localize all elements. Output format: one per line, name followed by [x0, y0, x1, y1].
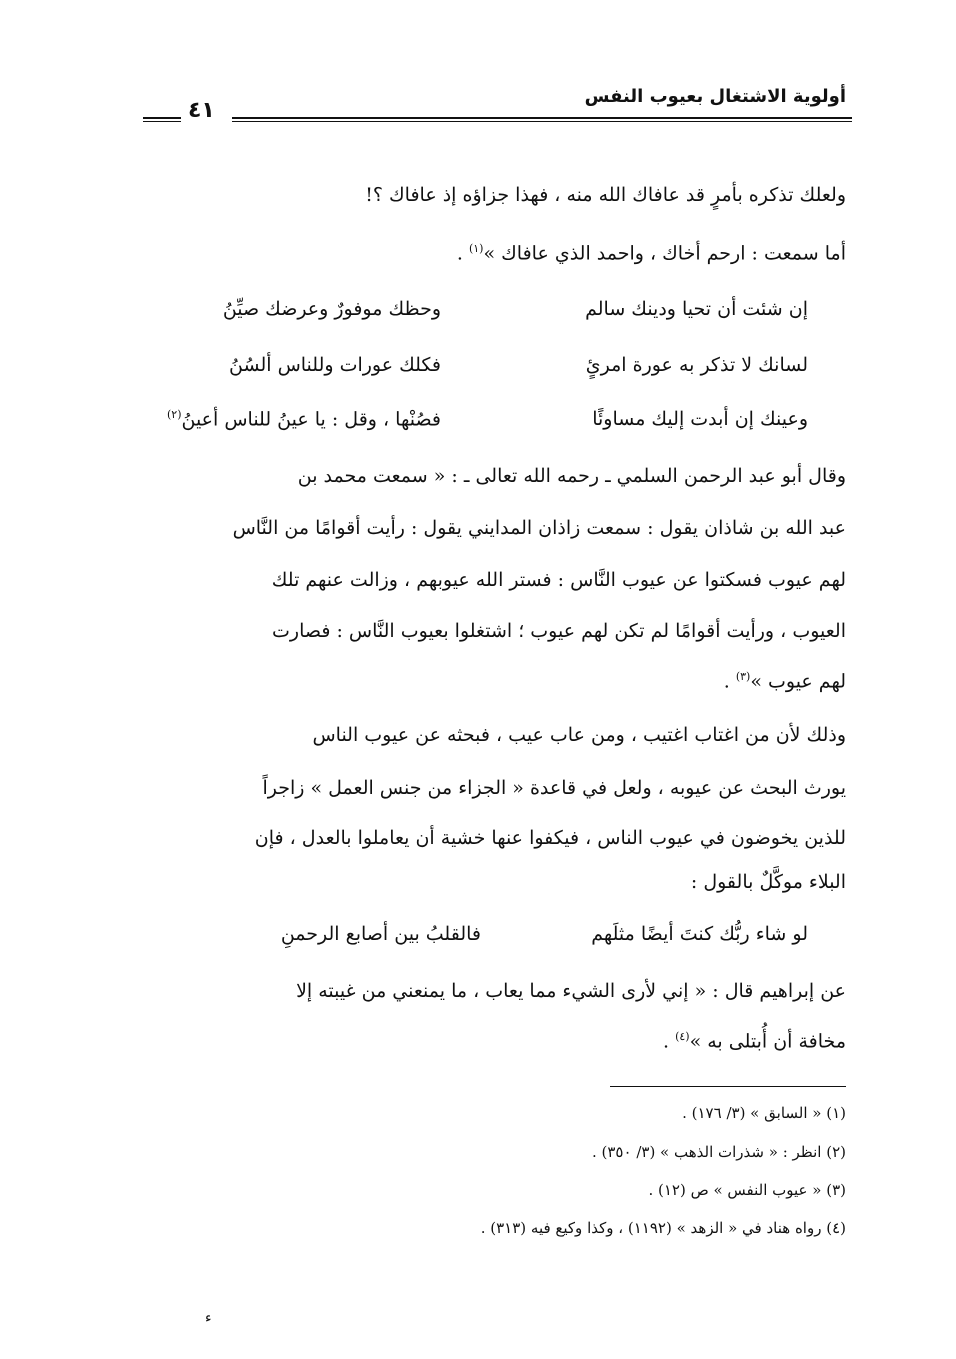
footnote: (٤) رواه هناد في « الزهد » (١١٩٢) ، وكذا وكيع فيه (٣١٣) . [480, 1219, 846, 1237]
page-number: ٤١ [188, 98, 215, 123]
body-line: لهم عيوب فسكتوا عن عيوب النَّاس : فستر الله عيوبهم ، وزالت عنهم تلك [271, 569, 846, 591]
body-line: ولعلك تذكره بأمرٍ قد عافاك الله منه ، فهذا جزاؤه إذ عافاك ؟! [365, 184, 846, 206]
verse-second-hemistich: وحظك موفورٌ وعرضك صيِّنُ [222, 298, 441, 320]
verse-first-hemistich: إن شئت أن تحيا ودينك سالم [585, 298, 808, 320]
footnote: (١) « السابق » (٣/ ١٧٦) . [682, 1104, 846, 1122]
scan-mark: ء [205, 1310, 212, 1326]
body-line: أما سمعت : ارحم أخاك ، واحمد الذي عافاك »$^{(١)}$ . [456, 242, 846, 265]
footnote: (٣) « عيوب النفس » ص (١٢) . [648, 1181, 846, 1199]
running-title: أولوية الاشتغال بعيوب النفس [584, 86, 846, 107]
verse-first-hemistich: لسانك لا تذكر به عورة امرئٍ [585, 354, 808, 376]
body-line: وقال أبو عبد الرحمن السلمي ـ رحمه الله تعالى ـ : « سمعت محمد بن [297, 465, 846, 487]
verse-second-hemistich: فصُنْها ، وقل : يا عينُ للناس أعينُ$^{(٢)}$ [166, 408, 441, 431]
body-line: للذين يخوضون في عيوب الناس ، فيكفوا عنها خشية أن يعاملوا بالعدل ، فإن [254, 827, 846, 849]
verse-second-hemistich: فالقلبُ بين أصابع الرحمنِ [280, 923, 481, 945]
header-rule-short [143, 117, 181, 122]
body-line: عبد الله بن شاذان يقول : سمعت زاذان المدايني يقول : رأيت أقوامًا من النَّاس [232, 517, 846, 539]
body-line: البلاء موكَّلٌ بالقول : [690, 871, 846, 893]
body-line: وذلك لأن من اغتاب اغتيب ، ومن عاب عيب ، فبحثه عن عيوب الناس [312, 724, 846, 746]
body-line: يورث البحث عن عيوبه ، ولعل في قاعدة « الجزاء من جنس العمل » زاجراً [262, 777, 846, 799]
body-line: العيوب ، ورأيت أقوامًا لم تكن لهم عيوب ؛ اشتغلوا بعيوب النَّاس : فصارت [272, 620, 846, 642]
body-line: مخافة أن أُبتلى به »$^{(٤)}$ . [662, 1030, 846, 1053]
body-line: عن إبراهيم قال : « إني لأرى الشيء مما يعاب ، ما يمنعني من غيبته إلا [296, 980, 846, 1002]
footnote-rule [610, 1086, 846, 1087]
verse-first-hemistich: لو شاء ربُّك كنتَ أيضًا مثلَهم [591, 923, 808, 945]
verse-first-hemistich: وعينك إن أبدت إليك مساوئًا [592, 408, 808, 430]
verse-second-hemistich: فكلك عورات وللناس ألسُنُ [229, 354, 441, 376]
header-rule [232, 117, 852, 122]
footnote: (٢) انظر : « شذرات الذهب » (٣/ ٣٥٠) . [591, 1143, 846, 1161]
body-line: لهم عيوب »$^{(٣)}$ . [723, 670, 846, 693]
